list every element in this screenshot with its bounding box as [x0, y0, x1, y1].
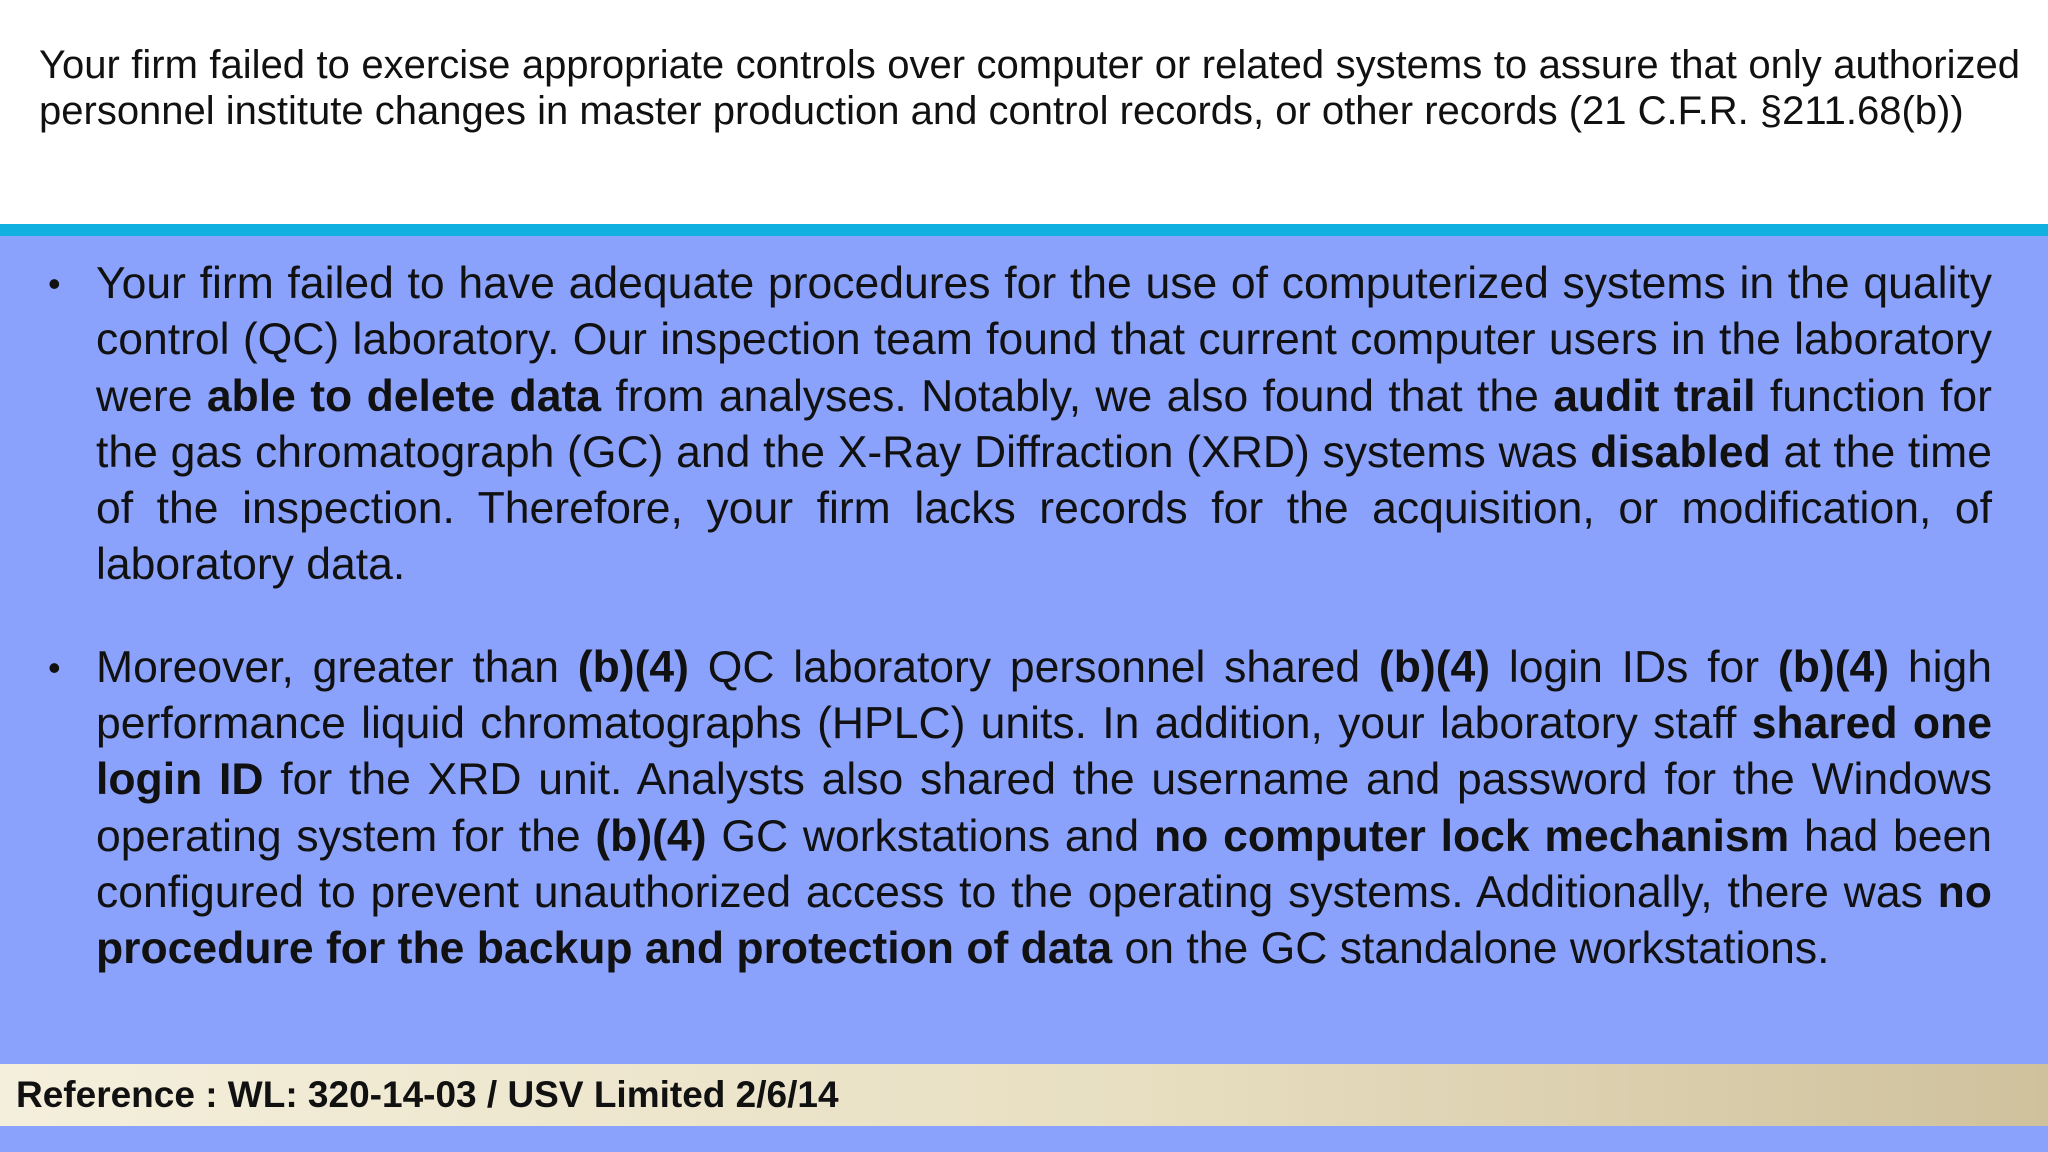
- bullet-text: [96, 259, 1992, 589]
- bullet-emphasis: (b)(4): [577, 642, 689, 692]
- bullet-segment: Moreover, greater than: [96, 642, 578, 692]
- bullet-emphasis: audit trail: [1553, 371, 1756, 421]
- bullet-emphasis: disabled: [1590, 427, 1771, 477]
- bullet-marker: •: [48, 263, 61, 304]
- main-content: [0, 236, 2048, 1152]
- reference-text: Reference : WL: 320-14-03 / USV Limited 2/6/14: [16, 1074, 839, 1115]
- bullet-segment: Your firm failed to have adequate procedures for the use of computerized systems in the quality control (QC) laboratory. Our inspection team found that current computer users in the laboratory were: [96, 259, 1992, 421]
- bullet-segment: high performance liquid chromatographs (HPLC) units. In addition, your laboratory staff: [96, 642, 1993, 749]
- header-section: [0, 0, 2048, 224]
- bullet-segment: function for the gas chromatograph (GC) and the X-Ray Diffraction (XRD) systems was: [96, 371, 1992, 477]
- bullet-segment: from analyses. Notably, we also found that the: [601, 371, 1554, 421]
- header-statement: Your firm failed to exercise appropriate controls over computer or related systems to assure that only authorized personnel institute changes in master production and control records, or other records (21 C.F.R. §211.68(b)): [39, 43, 2020, 133]
- bullet-item: [0, 640, 2048, 978]
- bullet-emphasis: shared one login ID: [96, 699, 1992, 805]
- bullet-emphasis: (b)(4): [595, 811, 707, 861]
- bullet-emphasis: no procedure for the backup and protection of data: [96, 867, 1992, 974]
- bullet-segment: on the GC standalone workstations.: [1112, 924, 1830, 974]
- bullet-segment: login IDs for: [1490, 642, 1778, 692]
- bullet-segment: GC workstations and: [706, 811, 1154, 861]
- bullet-marker: •: [48, 646, 61, 688]
- bullet-segment: for the XRD unit. Analysts also shared the username and password for the Windows operating system for the: [96, 755, 1993, 861]
- bullet-emphasis: (b)(4): [1378, 642, 1491, 692]
- bullet-item: [0, 256, 2048, 594]
- bullet-text: [96, 643, 1992, 973]
- bullet-segment: at the time of the inspection. Therefore, your firm lacks records for the acquisition, or modification, of laboratory data.: [96, 427, 1993, 590]
- bullet-emphasis: no computer lock mechanism: [1153, 811, 1790, 861]
- bullet-list: [0, 256, 2048, 978]
- bullet-segment: had been configured to prevent unauthorized access to the operating systems. Additionally, there was: [96, 811, 1993, 917]
- bullet-emphasis: able to delete data: [206, 371, 602, 421]
- section-divider: [0, 224, 2048, 236]
- bullet-emphasis: (b)(4): [1777, 642, 1890, 692]
- reference-bar: [0, 1064, 2048, 1126]
- bullet-segment: QC laboratory personnel shared: [688, 642, 1379, 692]
